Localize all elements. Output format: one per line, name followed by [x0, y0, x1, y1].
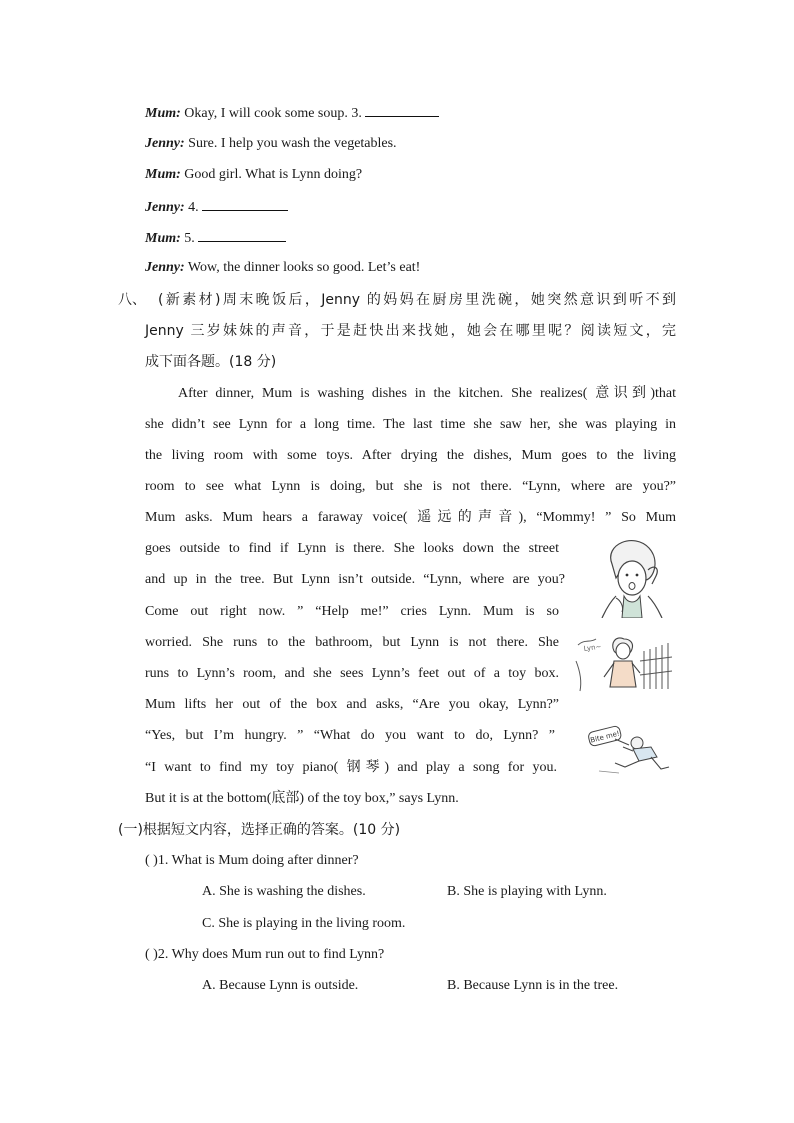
- question-2-option-b[interactable]: B. Because Lynn is in the tree.: [447, 978, 619, 993]
- speaker-label: Jenny:: [145, 260, 185, 275]
- section-intro-line-1: (新素材)周末晚饭后，Jenny 的妈妈在厨房里洗碗，她突然意识到听不到: [158, 292, 676, 308]
- speaker-label: Jenny:: [145, 200, 185, 215]
- passage-line-3: the living room with some toys. After drying the dishes, Mum goes to the living: [145, 448, 676, 463]
- question-1-stem[interactable]: ( )1. What is Mum doing after dinner?: [145, 853, 359, 868]
- question-1-option-c[interactable]: C. She is playing in the living room.: [202, 916, 406, 931]
- sign-text: Bite me!: [589, 729, 621, 745]
- passage-line-13: “I want to find my toy piano( 钢琴) and play a song for you.: [145, 760, 557, 775]
- passage-line-1: After dinner, Mum is washing dishes in the kitchen. She realizes( 意识到)that: [178, 386, 676, 401]
- answer-blank-4[interactable]: [202, 197, 288, 211]
- mum-calling-illustration: [594, 534, 674, 618]
- mum-searching-yard-illustration: [574, 631, 674, 693]
- passage-line-2: she didn’t see Lynn for a long time. The last time she saw her, she was playing in: [145, 417, 676, 432]
- speaker-label: Mum:: [145, 106, 181, 121]
- passage-line-12: “Yes, but I’m hungry. ” “What do you want to do, Lynn? ”: [145, 728, 555, 743]
- dialogue-line-4: [145, 197, 288, 217]
- speaker-label: Jenny:: [145, 136, 185, 151]
- svg-text:Lyn~: Lyn~: [583, 642, 602, 653]
- section-intro-line-3: 成下面各题。(18 分): [145, 354, 277, 370]
- section-number: 八、: [118, 292, 146, 308]
- dialogue-text: Okay, I will cook some soup. 3.: [184, 106, 362, 121]
- passage-line-9: worried. She runs to the bathroom, but Lynn is not there. She: [145, 635, 559, 650]
- dialogue-text: Sure. I help you wash the vegetables.: [188, 136, 397, 151]
- speaker-label: Mum:: [145, 231, 181, 246]
- part1-title: (一)根据短文内容，选择正确的答案。(10 分): [118, 822, 401, 838]
- answer-blank-5[interactable]: [198, 228, 286, 242]
- dialogue-line-2: [145, 135, 397, 153]
- dialogue-text: 4.: [188, 200, 199, 215]
- question-1-option-b[interactable]: B. She is playing with Lynn.: [447, 884, 607, 899]
- passage-line-14: But it is at the bottom(底部) of the toy box,” says Lynn.: [145, 791, 459, 806]
- lynn-running-illustration: [585, 723, 675, 779]
- dialogue-line-6: [145, 259, 420, 277]
- passage-line-6: goes outside to find if Lynn is there. She looks down the street: [145, 541, 559, 556]
- passage-line-4: room to see what Lynn is doing, but she is not there. “Lynn, where are you?”: [145, 479, 676, 494]
- passage-line-7: and up in the tree. But Lynn isn’t outside. “Lynn, where are you?: [145, 572, 565, 587]
- dialogue-line-3: [145, 166, 362, 184]
- passage-line-8: Come out right now. ” “Help me!” cries Lynn. Mum is so: [145, 604, 559, 619]
- dialogue-line-1: [145, 103, 439, 123]
- question-2-option-a[interactable]: A. Because Lynn is outside.: [202, 978, 359, 993]
- dialogue-line-5: [145, 228, 286, 248]
- speaker-label: Mum:: [145, 167, 181, 182]
- passage-line-11: Mum lifts her out of the box and asks, “Are you okay, Lynn?”: [145, 697, 559, 712]
- passage-line-5: Mum asks. Mum hears a faraway voice( 遥远的声音), “Mommy! ” So Mum: [145, 510, 676, 525]
- dialogue-text: 5.: [184, 231, 195, 246]
- dialogue-text: Good girl. What is Lynn doing?: [184, 167, 363, 182]
- question-1-option-a[interactable]: A. She is washing the dishes.: [202, 884, 366, 899]
- question-2-stem[interactable]: ( )2. Why does Mum run out to find Lynn?: [145, 947, 385, 962]
- answer-blank-3[interactable]: [365, 103, 439, 117]
- dialogue-text: Wow, the dinner looks so good. Let’s eat!: [187, 260, 421, 275]
- section-intro-line-2: Jenny 三岁妹妹的声音，于是赶快出来找她，她会在哪里呢？阅读短文，完: [145, 323, 676, 339]
- passage-line-10: runs to Lynn’s room, and she sees Lynn’s feet out of a toy box.: [145, 666, 559, 681]
